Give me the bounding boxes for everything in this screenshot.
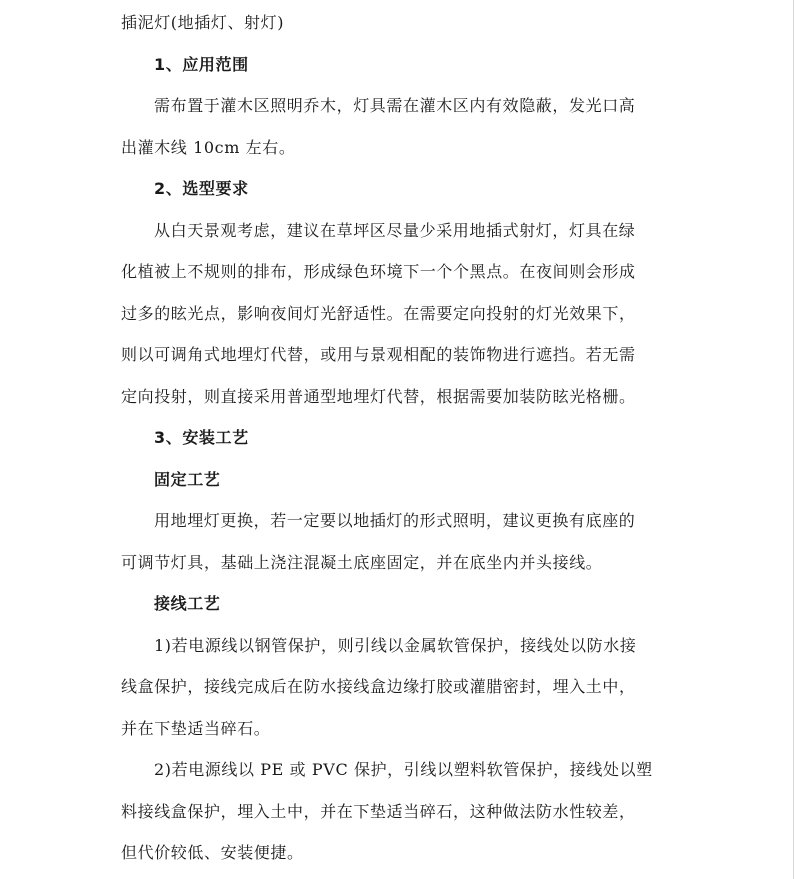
- document-body: [121, 0, 679, 874]
- paragraph-line: 定向投射，则直接采用普通型地埋灯代替，根据需要加装防眩光格栅。: [121, 386, 636, 406]
- paragraph-line: 过多的眩光点，影响夜间灯光舒适性。在需要定向投射的灯光效果下，: [121, 303, 636, 323]
- paragraph-line: 化植被上不规则的排布，形成绿色环境下一个个黑点。在夜间则会形成: [121, 262, 636, 281]
- paragraph-line: 可调节灯具，基础上浇注混凝土底座固定，并在底坐内并头接线。: [121, 552, 603, 572]
- section-heading-selection: 2、选型要求: [154, 179, 249, 198]
- document-title: 插泥灯(地插灯、射灯): [121, 13, 285, 32]
- paragraph-line: 需布置于灌木区照明乔木，灯具需在灌木区内有效隐蔽，发光口高: [154, 96, 636, 115]
- list-item-line: 2)若电源线以 PE 或 PVC 保护，引线以塑料软管保护，接线处以塑: [154, 760, 653, 779]
- paragraph-line: 从白天景观考虑，建议在草坪区尽量少采用地插式射灯，灯具在绿: [154, 220, 636, 240]
- subheading-wiring: 接线工艺: [154, 594, 221, 613]
- list-item-line: 并在下垫适当碎石。: [121, 718, 271, 738]
- subheading-fixing: 固定工艺: [154, 469, 221, 489]
- paragraph-line: 用地埋灯更换，若一定要以地插灯的形式照明，建议更换有底座的: [154, 511, 636, 530]
- section-heading-installation: 3、安装工艺: [154, 428, 249, 447]
- paragraph-line: 则以可调角式地埋灯代替，或用与景观相配的装饰物进行遮挡。若无需: [121, 345, 636, 364]
- list-item-line: 料接线盒保护，埋入土中，并在下垫适当碎石，这种做法防水性较差，: [121, 801, 636, 821]
- list-item-line: 线盒保护，接线完成后在防水接线盒边缘打胶或灌腊密封，埋入土中，: [121, 677, 636, 696]
- list-item-line: 但代价较低、安装便捷。: [121, 843, 304, 862]
- list-item-line: 1)若电源线以钢管保护，则引线以金属软管保护，接线处以防水接: [154, 635, 637, 655]
- section-heading-application: 1、应用范围: [154, 54, 249, 74]
- paragraph-line: 出灌木线 10cm 左右。: [121, 137, 296, 157]
